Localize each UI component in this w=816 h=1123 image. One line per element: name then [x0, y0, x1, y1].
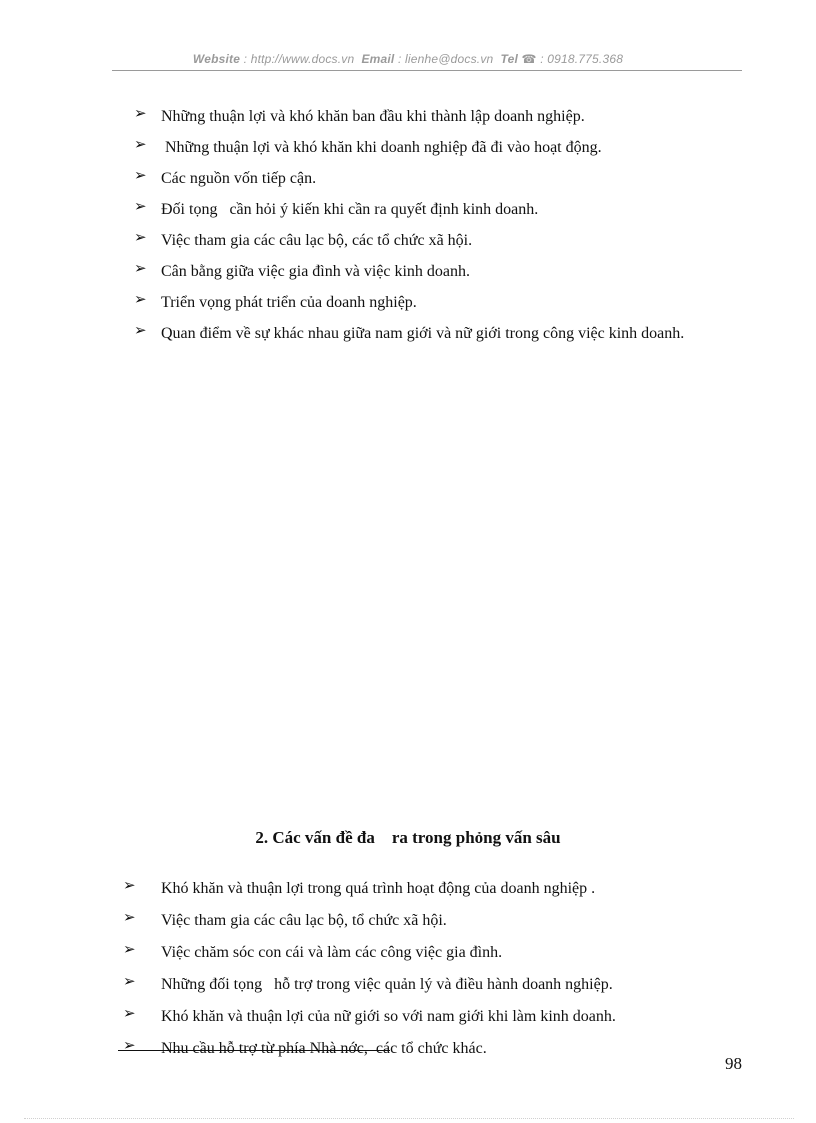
list-item	[120, 971, 742, 1003]
list-item-text: Đối tọng cần hỏi ý kiến khi cần ra quyết định kinh doanh.	[161, 201, 539, 218]
list-item	[134, 227, 742, 258]
page-bottom-border	[24, 1118, 794, 1119]
page-number: 98	[725, 1054, 742, 1073]
list-item-text: Việc tham gia các câu lạc bộ, tổ chức xã hội.	[161, 912, 447, 929]
arrow-bullet-icon: ➢	[134, 197, 147, 215]
list-item	[134, 258, 742, 289]
arrow-bullet-icon: ➢	[123, 1036, 136, 1054]
tel-label: Tel	[500, 52, 518, 66]
list-item-text: Triển vọng phát triển của doanh nghiệp.	[161, 294, 417, 311]
list-item-text: Việc tham gia các câu lạc bộ, các tổ chức xã hội.	[161, 232, 473, 249]
list-item	[120, 1003, 742, 1035]
list-item	[120, 939, 742, 971]
list-item-text: Khó khăn và thuận lợi của nữ giới so với nam giới khi làm kinh doanh.	[161, 1008, 616, 1025]
list-item	[120, 907, 742, 939]
arrow-bullet-icon: ➢	[134, 321, 147, 339]
email-value: : lienhe@docs.vn	[394, 52, 494, 66]
list-item	[134, 165, 742, 196]
list-item-text: Những thuận lợi và khó khăn khi doanh nghiệp đã đi vào hoạt động.	[161, 139, 602, 156]
list-item	[134, 103, 742, 134]
tel-value: ☎ : 0918.775.368	[518, 52, 624, 66]
list-item	[134, 320, 742, 347]
arrow-bullet-icon: ➢	[123, 1004, 136, 1022]
arrow-bullet-icon: ➢	[123, 940, 136, 958]
bullet-list-interview-issues	[120, 875, 742, 1067]
arrow-bullet-icon: ➢	[134, 259, 147, 277]
arrow-bullet-icon: ➢	[123, 908, 136, 926]
list-item-text: Những thuận lợi và khó khăn ban đầu khi thành lập doanh nghiệp.	[161, 108, 585, 125]
list-item	[134, 196, 742, 227]
list-item-text: Những đối tọng hỗ trợ trong việc quản lý và điều hành doanh nghiệp.	[161, 976, 613, 993]
email-label: Email	[361, 52, 395, 66]
website-label: Website	[192, 52, 241, 66]
arrow-bullet-icon: ➢	[123, 876, 136, 894]
list-item-text: Các nguồn vốn tiếp cận.	[161, 170, 317, 187]
list-item-text: Khó khăn và thuận lợi trong quá trình hoạt động của doanh nghiệp .	[161, 880, 596, 897]
arrow-bullet-icon: ➢	[134, 104, 147, 122]
arrow-bullet-icon: ➢	[134, 228, 147, 246]
list-item-text: Việc chăm sóc con cái và làm các công việc gia đình.	[161, 944, 503, 961]
arrow-bullet-icon: ➢	[134, 290, 147, 308]
list-item	[120, 875, 742, 907]
list-item	[134, 289, 742, 320]
bullet-list-topics	[134, 103, 742, 347]
list-item-text: Cân bằng giữa việc gia đình và việc kinh doanh.	[161, 263, 471, 280]
list-item-text: Nhu cầu hỗ trợ từ phía Nhà nớc, các tổ chức khác.	[161, 1040, 487, 1057]
list-item	[134, 134, 742, 165]
section-heading: 2. Các vấn đề đa ra trong phỏng vấn sâu	[255, 828, 561, 847]
page-header	[0, 52, 816, 66]
header-divider	[112, 70, 742, 71]
website-value: : http://www.docs.vn	[240, 52, 355, 66]
strikethrough-line	[118, 1050, 390, 1051]
arrow-bullet-icon: ➢	[123, 972, 136, 990]
list-item-text: Quan điểm về sự khác nhau giữa nam giới và nữ giới trong công việc kinh doanh.	[161, 325, 685, 342]
arrow-bullet-icon: ➢	[134, 135, 147, 153]
list-item	[120, 1035, 742, 1067]
arrow-bullet-icon: ➢	[134, 166, 147, 184]
